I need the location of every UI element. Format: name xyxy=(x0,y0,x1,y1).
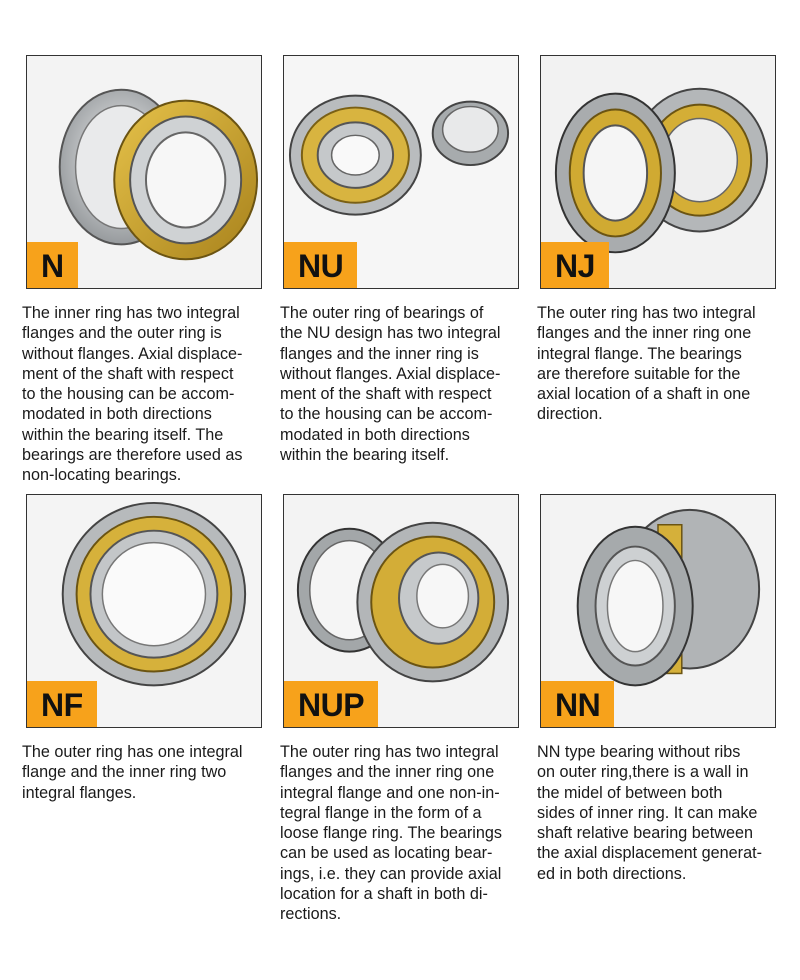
bearing-type-label: NN xyxy=(541,681,614,727)
bearing-card-nf xyxy=(26,494,262,728)
bearing-type-label: N xyxy=(27,242,78,288)
bearing-description: The outer ring of bearings of the NU design has two integral flanges and the inner ring is without flanges. Axial displace- ment of the shaft with respect to the housing can be accom- modated in both directions within the bearing itself. xyxy=(280,304,501,465)
bearing-description: The inner ring has two integral flanges and the outer ring is without flanges. Axial displace- ment of the shaft with respect to the housing can be accom- modated in both directions within the bearing itself. The bearings are therefore used as non-locating bearings. xyxy=(22,304,243,485)
bearing-description: The outer ring has one integral flange and the inner ring two integral flanges. xyxy=(22,743,243,802)
bearing-description: The outer ring has two integral flanges and the inner ring one integral flange and one non-in- tegral flange in the form of a loose flange ring. The bearings can be used as locating bear- ings, i.e. they can provide axial location for a shaft in both di- rections. xyxy=(280,743,502,924)
bearing-type-label: NJ xyxy=(541,242,609,288)
bearing-card-nu xyxy=(283,55,519,289)
bearing-card-nup xyxy=(283,494,519,728)
bearing-card-nn xyxy=(540,494,776,728)
bearing-card-nj xyxy=(540,55,776,289)
bearing-card-n xyxy=(26,55,262,289)
bearing-type-label: NU xyxy=(284,242,357,288)
bearing-description: NN type bearing without ribs on outer ring,there is a wall in the midel of between both sides of inner ring. It can make shaft relative bearing between the axial displacement generat- ed in both directions. xyxy=(537,743,762,883)
bearing-description: The outer ring has two integral flanges and the inner ring one integral flange. The bearings are therefore suitable for the axial location of a shaft in one direction. xyxy=(537,304,756,424)
bearing-type-label: NUP xyxy=(284,681,378,727)
bearing-type-label: NF xyxy=(27,681,97,727)
